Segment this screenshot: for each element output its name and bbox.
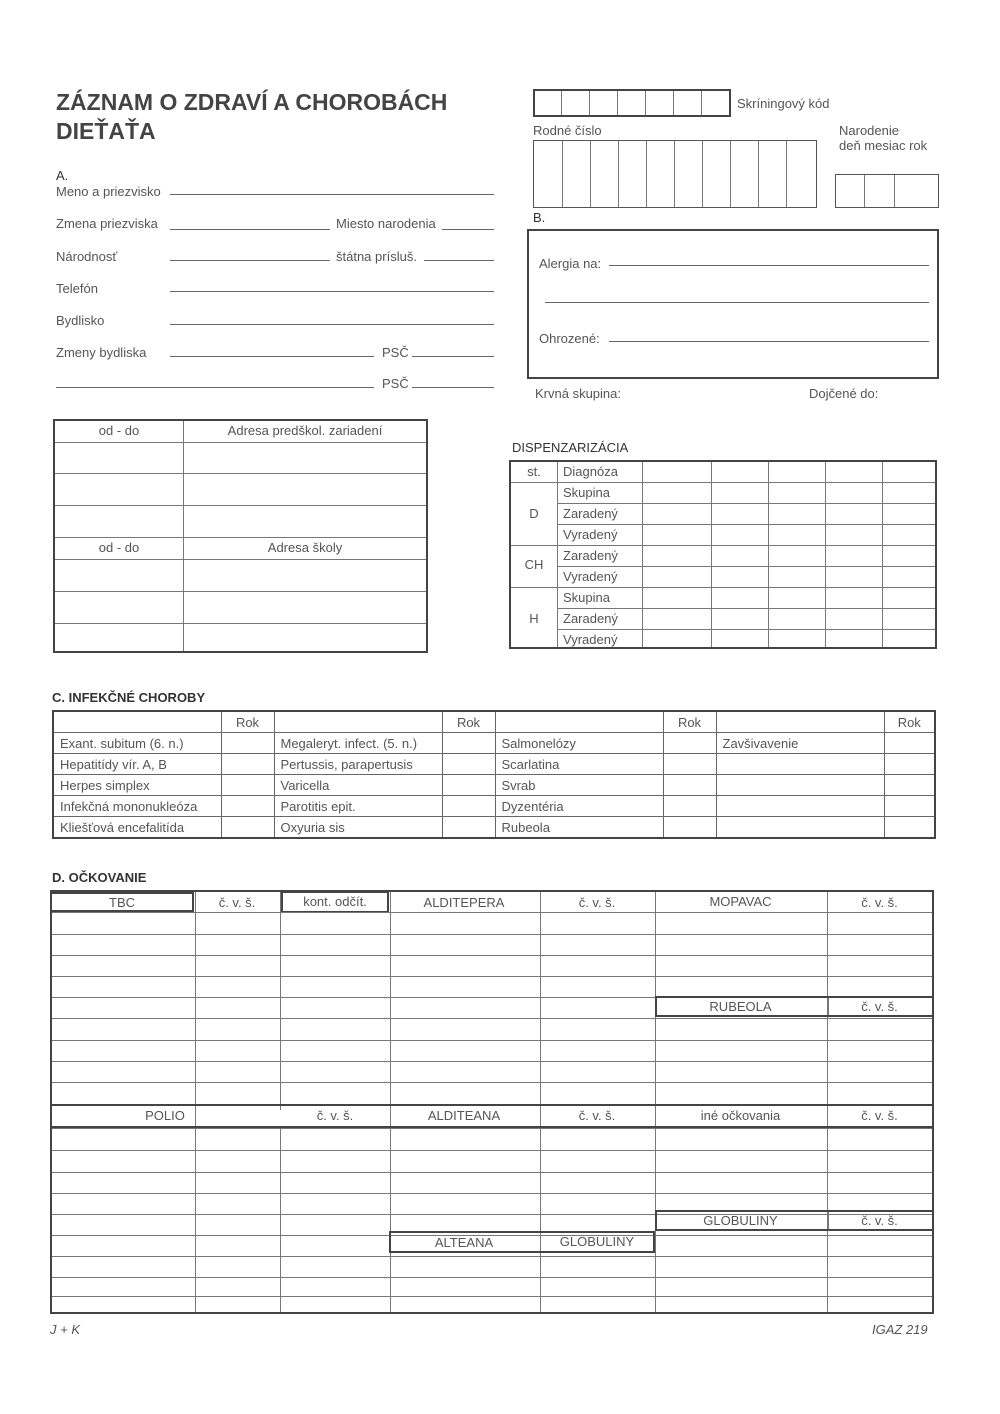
dispensary-group-d: D (529, 506, 539, 521)
address-label: Bydlisko (56, 313, 105, 328)
dispensary-group-ch: CH (524, 557, 544, 572)
disease-name: Salmonelózy (495, 733, 663, 754)
disease-name (716, 754, 884, 775)
rok-header: Rok (884, 711, 935, 733)
disease-name: Scarlatina (495, 754, 663, 775)
address-changes-field-2[interactable] (56, 387, 374, 388)
year-cell[interactable] (442, 733, 495, 754)
year-cell[interactable] (663, 796, 716, 817)
cvs-header: č. v. š. (861, 1213, 898, 1228)
dispensary-diagnosis: Diagnóza (563, 464, 618, 479)
year-cell[interactable] (442, 796, 495, 817)
cvs-header: č. v. š. (316, 1108, 354, 1123)
birthplace-field[interactable] (442, 229, 494, 230)
name-change-label: Zmena priezviska (56, 216, 158, 231)
rok-header: Rok (663, 711, 716, 733)
cvs-header: č. v. š. (861, 895, 898, 910)
rubeola-header: RUBEOLA (709, 999, 772, 1014)
title-line2: DIEŤAŤA (56, 118, 156, 144)
birth-number-boxes[interactable] (533, 140, 817, 208)
year-cell[interactable] (442, 754, 495, 775)
year-cell[interactable] (884, 796, 935, 817)
cvs-header: č. v. š. (578, 895, 616, 910)
dispensary-row-label: Skupina (563, 485, 610, 500)
disease-name (716, 817, 884, 839)
screening-code-label: Skríningový kód (737, 96, 830, 111)
name-field[interactable] (170, 194, 494, 195)
address-field[interactable] (170, 324, 494, 325)
alditeana-header: ALDITEANA (427, 1108, 501, 1123)
psc1-field[interactable] (412, 356, 494, 357)
disease-name: Zavšivavenie (716, 733, 884, 754)
section-c-title: C. INFEKČNÉ CHOROBY (52, 690, 206, 705)
year-cell[interactable] (221, 796, 274, 817)
year-cell[interactable] (884, 754, 935, 775)
table-row (53, 796, 935, 817)
year-cell[interactable] (221, 817, 274, 839)
allergy-label: Alergia na: (539, 256, 602, 271)
name-change-field[interactable] (170, 229, 330, 230)
nationality-label: Národnosť (56, 249, 118, 264)
disease-name: Pertussis, parapertusis (274, 754, 442, 775)
birth-sub-label: deň mesiac rok (839, 138, 928, 153)
table-row (53, 775, 935, 796)
birth-label: Narodenie (839, 123, 899, 138)
dispensary-row-label: Skupina (563, 590, 610, 605)
section-d-title: D. OČKOVANIE (52, 870, 147, 885)
address-changes-label: Zmeny bydliska (56, 345, 147, 360)
disease-name: Megaleryt. infect. (5. n.) (274, 733, 442, 754)
cvs-header: č. v. š. (861, 999, 898, 1014)
infectious-table (52, 710, 936, 839)
table-row (53, 733, 935, 754)
disease-name (716, 796, 884, 817)
globuliny-header-2: GLOBULINY (559, 1234, 635, 1249)
mopavac-header: MOPAVAC (709, 894, 772, 909)
birthplace-label: Miesto narodenia (336, 216, 436, 231)
rok-header: Rok (221, 711, 274, 733)
alteana-header: ALTEANA (434, 1235, 494, 1250)
dispensary-row-label: Zaradený (563, 548, 618, 563)
school-table (53, 419, 428, 653)
citizenship-field[interactable] (424, 260, 494, 261)
school-col-school: Adresa školy (267, 540, 343, 555)
dispensary-st: st. (527, 464, 541, 479)
dispensary-row-label: Zaradený (563, 506, 618, 521)
psc2-label: PSČ (382, 376, 409, 391)
psc2-field[interactable] (412, 387, 494, 388)
dispensary-title: DISPENZARIZÁCIA (512, 440, 629, 455)
title-line1: ZÁZNAM O ZDRAVÍ A CHOROBÁCH (56, 89, 448, 115)
year-cell[interactable] (884, 733, 935, 754)
disease-name: Parotitis epit. (274, 796, 442, 817)
disease-name: Herpes simplex (53, 775, 221, 796)
threatened-field[interactable] (609, 341, 929, 342)
year-cell[interactable] (442, 817, 495, 839)
disease-name: Hepatitídy vír. A, B (53, 754, 221, 775)
school-col-dates: od - do (98, 423, 140, 438)
other-vaccines-header: iné očkovania (700, 1108, 781, 1123)
allergy-field[interactable] (609, 265, 929, 266)
year-cell[interactable] (884, 817, 935, 839)
name-label: Meno a priezvisko (56, 184, 161, 199)
year-cell[interactable] (221, 754, 274, 775)
year-cell[interactable] (663, 817, 716, 839)
section-b-mark: B. (533, 210, 546, 225)
form-title (56, 88, 447, 146)
school-col-preschool: Adresa predškol. zariadení (227, 423, 383, 438)
section-b-box (527, 229, 939, 379)
polio-header: POLIO (145, 1108, 185, 1123)
cvs-header: č. v. š. (218, 895, 256, 910)
school-col-dates-2: od - do (98, 540, 140, 555)
alditepera-header: ALDITEPERA (423, 895, 505, 910)
dispensary-group-h: H (529, 611, 539, 626)
disease-name: Svrab (495, 775, 663, 796)
nationality-field[interactable] (170, 260, 330, 261)
disease-name: Dyzentéria (495, 796, 663, 817)
globuliny-header: GLOBULINY (703, 1213, 778, 1228)
disease-name: Oxyuria sis (274, 817, 442, 839)
year-cell[interactable] (663, 775, 716, 796)
year-cell[interactable] (663, 733, 716, 754)
footer-right: IGAZ 219 (872, 1322, 928, 1337)
disease-name: Infekčná mononukleóza (53, 796, 221, 817)
dispensary-row-label: Vyradený (563, 569, 618, 584)
year-cell[interactable] (221, 733, 274, 754)
screening-code-boxes[interactable] (533, 89, 731, 117)
threatened-label: Ohrozené: (539, 331, 600, 346)
disease-name: Varicella (274, 775, 442, 796)
phone-label: Telefón (56, 281, 98, 296)
year-cell[interactable] (442, 775, 495, 796)
breastfed-label: Dojčené do: (809, 386, 879, 401)
disease-name: Kliešťová encefalitída (53, 817, 221, 839)
psc1-label: PSČ (382, 345, 409, 360)
citizenship-label: štátna prísluš. (336, 249, 417, 264)
cvs-header: č. v. š. (861, 1108, 898, 1123)
section-a-mark: A. (56, 168, 69, 183)
tbc-header: TBC (50, 892, 194, 912)
footer-left: J + K (50, 1322, 80, 1337)
dispensary-row-label: Zaradený (563, 611, 618, 626)
year-cell[interactable] (884, 775, 935, 796)
disease-name: Rubeola (495, 817, 663, 839)
disease-name (716, 775, 884, 796)
dispensary-row-label: Vyradený (563, 527, 618, 542)
blood-group-label: Krvná skupina: (535, 386, 621, 401)
phone-field[interactable] (170, 291, 494, 292)
table-row (53, 754, 935, 775)
table-row (53, 817, 935, 839)
cvs-header: č. v. š. (578, 1108, 616, 1123)
year-cell[interactable] (663, 754, 716, 775)
disease-name: Exant. subitum (6. n.) (53, 733, 221, 754)
year-cell[interactable] (221, 775, 274, 796)
kont-header: kont. odčít. (281, 892, 389, 912)
dispensary-row-label: Vyradený (563, 632, 618, 647)
address-changes-field[interactable] (170, 356, 374, 357)
birth-number-label: Rodné číslo (533, 123, 602, 138)
allergy-field-2[interactable] (545, 302, 929, 303)
rok-header: Rok (442, 711, 495, 733)
birth-date-boxes[interactable] (835, 174, 939, 208)
